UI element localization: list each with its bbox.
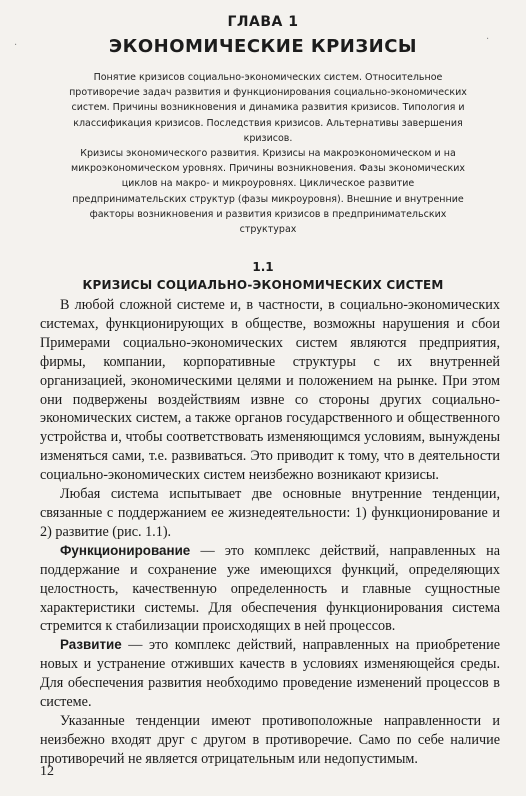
chapter-abstract	[68, 70, 468, 237]
body-paragraph: В любой сложной системе и, в частности, в социально-экономических системах, функционирующих в обществе, возможны нарушения и сбои Примерами социально-экономических систем являются предприятия, фирмы, компании, корпоративные структуры с их внутренней организацией, экономическими целями и положением на рынке. При этом они подвержены воздействиям извне со стороны других социально-экономических систем, а также органов государственного и общественного устройства и, чтобы соответствовать изменяющимся условиям, вынуждены изменяться сами, т.е. развиваться. Это приводит к тому, что в деятельности социально-экономических систем неизбежно возникают кризисы.	[40, 297, 500, 484]
body-text	[40, 296, 500, 769]
scan-mark: ·	[14, 40, 18, 51]
scan-mark: ·	[486, 34, 490, 45]
page-number: 12	[40, 764, 54, 779]
section-title: КРИЗИСЫ СОЦИАЛЬНО-ЭКОНОМИЧЕСКИХ СИСТЕМ	[82, 278, 444, 292]
body-paragraph	[40, 636, 500, 712]
term-functioning: Функционирование	[60, 542, 191, 558]
term-definition: — это комплекс действий, направленных на поддержание и сохранение уже имеющихся функций, определяющих целостность, качественную определенность и главные сущностные характеристики системы. Для обеспечения функционирования система стремится к стабилизации происходящих в ней процессов.	[40, 542, 500, 635]
body-paragraph: Любая система испытывает две основные внутренние тенденции, связанные с поддержанием ее жизнедеятельности: 1) функционирование и 2) развитие (рис. 1.1).	[40, 486, 500, 540]
term-development: Развитие	[60, 637, 122, 653]
chapter-title: ЭКОНОМИЧЕСКИЕ КРИЗИСЫ	[108, 36, 418, 57]
body-paragraph: Указанные тенденции имеют противоположные направленности и неизбежно входят друг с другом в противоречие. Само по себе наличие противоречий не является отрицательным или недопустимым.	[40, 712, 500, 767]
body-paragraph	[40, 542, 500, 637]
abstract-paragraph: Кризисы экономического развития. Кризисы на макроэкономическом и на микроэкономическом уровнях. Причины возникновения. Фазы экономических циклов на макро- и микроуровнях. Циклическое развитие предпринимательских структур (фазы микроуровня). Внешние и внутренние факторы возникновения и развития кризисов в предпринимательских структурах	[70, 148, 466, 236]
chapter-label: ГЛАВА 1	[227, 14, 299, 30]
section-number: 1.1	[252, 260, 274, 274]
abstract-paragraph: Понятие кризисов социально-экономических систем. Относительное противоречие задач развития и функционирования социально-экономических систем. Причины возникновения и динамика развития кризисов. Типология и классификация кризисов. Последствия кризисов. Альтернативы завершения кризисов.	[69, 72, 467, 144]
term-definition: — это комплекс действий, направленных на приобретение новых и устранение отживших качеств в условиях изменяющейся среды. Для обеспечения развития необходимо проведение изменений процессов в системе.	[40, 637, 500, 711]
